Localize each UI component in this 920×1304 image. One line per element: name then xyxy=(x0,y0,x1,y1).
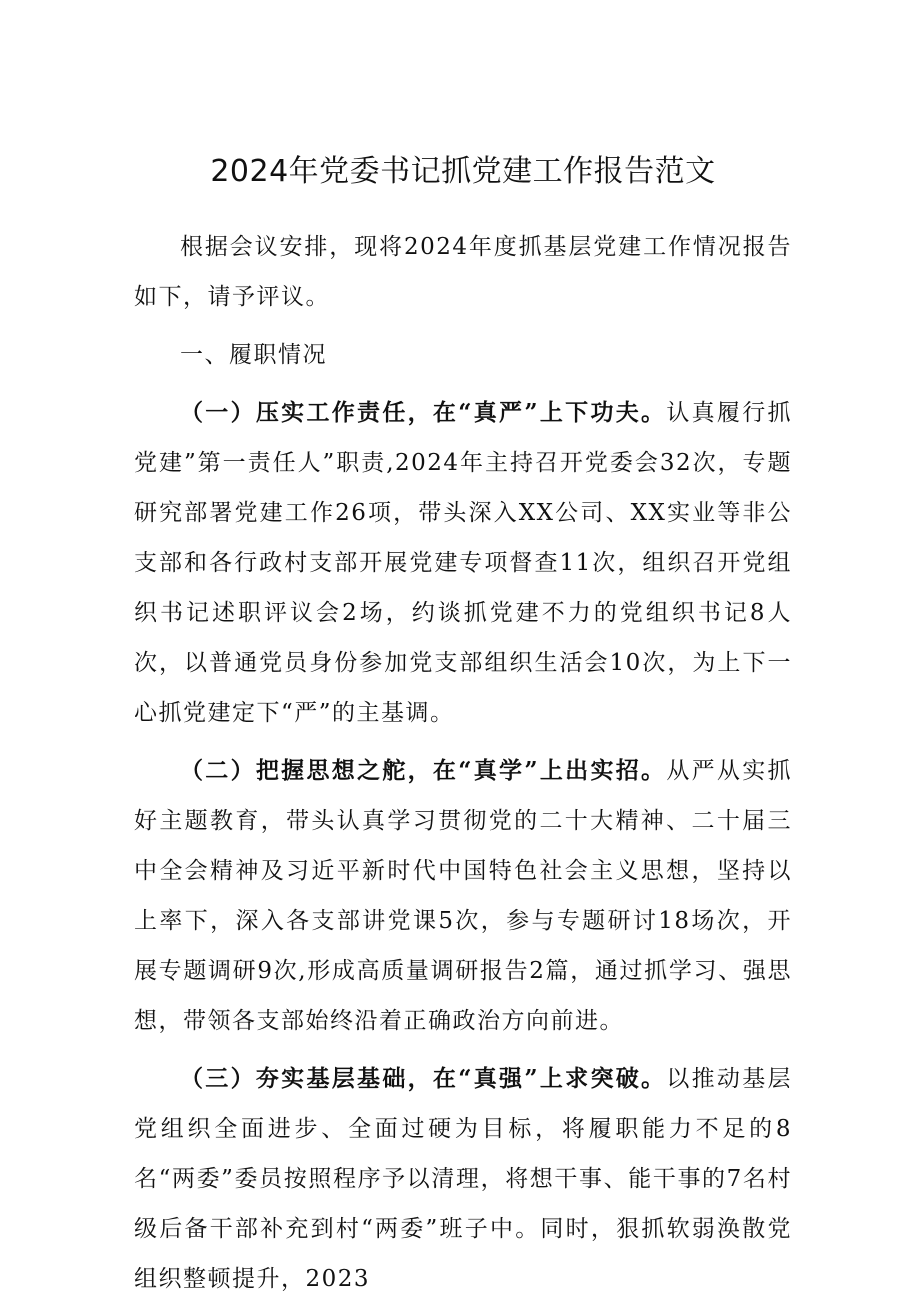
item-body: 以推动基层党组织全面进步、全面过硬为目标，将履职能力不足的8名“两委”委员按照程序予以清理，将想干事、能干事的7名村级后备干部补充到村“两委”班子中。同时，狠抓软弱涣散党组织整顿提升，2023 xyxy=(134,1066,792,1292)
item-paragraph-2 xyxy=(134,746,792,1046)
section-heading: 一、履职情况 xyxy=(180,342,327,368)
item-lead: （二）把握思想之舵，在“真学”上出实招。 xyxy=(180,757,667,784)
item-lead: （一）压实工作责任，在“真严”上下功夫。 xyxy=(180,399,667,426)
item-paragraph-1 xyxy=(134,388,792,738)
item-paragraph-3 xyxy=(134,1054,792,1304)
item-body: 从严从实抓好主题教育，带头认真学习贯彻党的二十大精神、二十届三中全会精神及习近平新时代中国特色社会主义思想，坚持以上率下，深入各支部讲党课5次，参与专题研讨18场次，开展专题调研9次,形成高质量调研报告2篇，通过抓学习、强思想，带领各支部始终沿着正确政治方向前进。 xyxy=(134,758,792,1034)
document-title: 2024年党委书记抓党建工作报告范文 xyxy=(210,154,716,189)
item-lead: （三）夯实基层基础，在“真强”上求突破。 xyxy=(180,1065,667,1092)
item-body: 认真履行抓党建”第一责任人”职责,2024年主持召开党委会32次，专题研究部署党建工作26项，带头深入XX公司、XX实业等非公支部和各行政村支部开展党建专项督查11次，组织召开党组织书记述职评议会2场，约谈抓党建不力的党组织书记8人次，以普通党员身份参加党支部组织生活会10次，为上下一心抓党建定下“严”的主基调。 xyxy=(134,400,792,726)
intro-paragraph: 根据会议安排，现将2024年度抓基层党建工作情况报告如下，请予评议。 xyxy=(134,234,792,310)
